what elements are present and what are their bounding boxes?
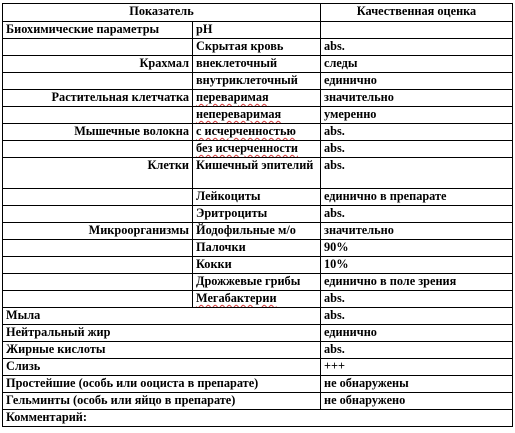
table-row [3,107,513,124]
row-value [321,22,513,39]
row-parameter: Кишечный эпителий [193,158,321,189]
row-value: abs. [321,141,513,158]
row-category [3,189,193,206]
row-category: Клетки [3,158,193,189]
row-parameter-text: переваримая [196,90,269,104]
row-parameter: pH [193,22,321,39]
table-row [3,141,513,158]
table-row [3,342,513,359]
row-parameter: Кокки [193,257,321,274]
table-row [3,73,513,90]
row-parameter [193,291,321,308]
table-row [3,90,513,107]
row-value: abs. [321,39,513,56]
row-value: abs. [321,124,513,141]
table-row [3,359,513,376]
row-category [3,39,193,56]
table-row [3,158,513,189]
comment-row [3,410,513,427]
table-row [3,393,513,410]
row-category [3,257,193,274]
row-parameter-wide: Слизь [3,359,321,376]
row-value: значительно [321,223,513,240]
row-parameter: внутриклеточный [193,73,321,90]
row-parameter: Лейкоциты [193,189,321,206]
table-row [3,189,513,206]
table-row [3,22,513,39]
row-category: Крахмал [3,56,193,73]
row-value: следы [321,56,513,73]
row-parameter-wide: Гельминты (особь или яйцо в препарате) [3,393,321,410]
row-value: abs. [321,308,513,325]
row-value: 10% [321,257,513,274]
row-category [3,73,193,90]
table-header-row [3,4,513,22]
row-value: единично в препарате [321,189,513,206]
table-row [3,206,513,223]
row-value: не обнаружено [321,393,513,410]
table-row [3,56,513,73]
table-row [3,325,513,342]
table-row [3,274,513,291]
row-category [3,240,193,257]
table-row [3,124,513,141]
row-parameter-wide: Мыла [3,308,321,325]
row-category [3,141,193,158]
row-parameter: внеклеточный [193,56,321,73]
row-parameter: Йодофильные м/о [193,223,321,240]
table-row [3,308,513,325]
row-parameter-text: без исчерченности [196,141,298,155]
row-value: умеренно [321,107,513,124]
row-parameter-wide: Нейтральный жир [3,325,321,342]
row-parameter: Дрожжевые грибы [193,274,321,291]
row-value: не обнаружены [321,376,513,393]
row-value: единично [321,325,513,342]
comment-label: Комментарий: [3,410,513,427]
row-parameter-wide: Жирные кислоты [3,342,321,359]
row-category: Растительная клетчатка [3,90,193,107]
header-assessment: Качественная оценка [321,4,513,22]
row-parameter [193,90,321,107]
row-parameter-wide: Простейшие (особь или ооциста в препарате) [3,376,321,393]
row-category [3,206,193,223]
row-category [3,107,193,124]
row-parameter: Эритроциты [193,206,321,223]
row-value: abs. [321,342,513,359]
row-parameter-text: с исчерченностью [196,124,296,138]
row-value: единично в поле зрения [321,274,513,291]
table-row [3,257,513,274]
header-indicator: Показатель [3,4,321,22]
row-parameter-text: непереваримая [196,107,282,121]
row-category [3,291,193,308]
row-value: abs. [321,158,513,189]
row-category: Мышечные волокна [3,124,193,141]
row-category: Биохимические параметры [3,22,193,39]
row-parameter: Палочки [193,240,321,257]
row-parameter: Скрытая кровь [193,39,321,56]
table-row [3,39,513,56]
row-parameter [193,124,321,141]
row-value: единично [321,73,513,90]
table-row [3,376,513,393]
row-category: Микроорганизмы [3,223,193,240]
row-parameter [193,107,321,124]
row-parameter-text: Мегабактерии [196,291,277,305]
row-category [3,274,193,291]
row-value: значительно [321,90,513,107]
row-value: 90% [321,240,513,257]
results-table [2,3,513,427]
row-value: abs. [321,206,513,223]
table-row [3,240,513,257]
table-row [3,223,513,240]
row-parameter [193,141,321,158]
row-value: abs. [321,291,513,308]
table-row [3,291,513,308]
row-value: +++ [321,359,513,376]
